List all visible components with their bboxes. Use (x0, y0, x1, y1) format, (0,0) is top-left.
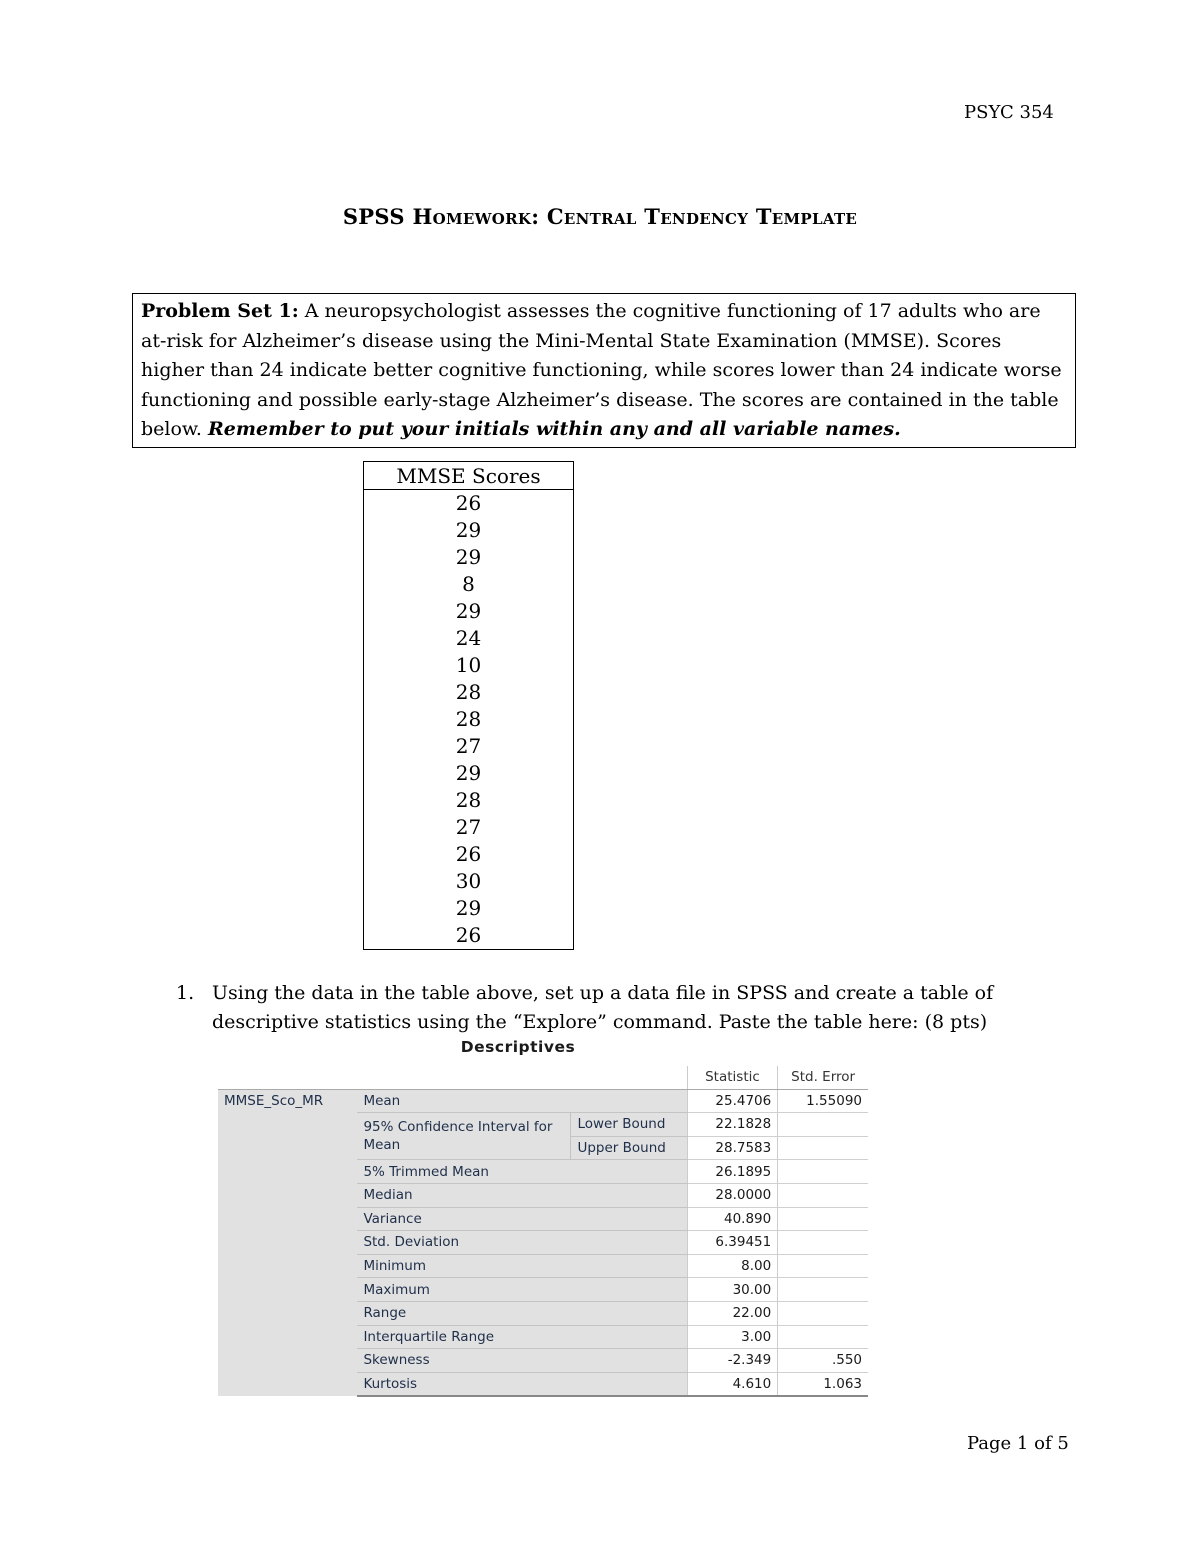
header-blank-1 (218, 1066, 357, 1089)
std-error-value (778, 1160, 868, 1184)
statistic-value: 6.39451 (687, 1231, 778, 1255)
question-text: Using the data in the table above, set up a data file in SPSS and create a table of descriptive statistics using the “Explore” command. Paste the table here: (8 pts) (212, 982, 994, 1033)
descriptives-table (218, 1066, 868, 1397)
mmse-scores-table (363, 461, 574, 950)
statistic-value: 22.1828 (687, 1113, 778, 1137)
statistic-value: 3.00 (687, 1325, 778, 1349)
header-statistic: Statistic (687, 1066, 778, 1089)
row-label: 95% Confidence Interval for Mean (357, 1113, 571, 1160)
score-cell: 26 (455, 923, 482, 947)
score-cell: 30 (455, 869, 482, 893)
row-label: Variance (357, 1207, 687, 1231)
row-label: Mean (357, 1089, 687, 1113)
row-label: Skewness (357, 1349, 687, 1373)
std-error-value (778, 1113, 868, 1137)
score-cell: 24 (455, 626, 482, 650)
score-cell: 27 (455, 815, 482, 839)
statistic-value: 28.0000 (687, 1183, 778, 1207)
statistic-value: 4.610 (687, 1372, 778, 1396)
std-error-value (778, 1207, 868, 1231)
row-label: Maximum (357, 1278, 687, 1302)
problem-text: A neuropsychologist assesses the cognitive functioning of 17 adults who are at-risk for Alzheimer’s disease using the Mini-Mental State Examination (MMSE). Scores higher than 24 indicate better cognitive functioning, while scores lower than 24 indicate worse functioning and possible early-stage Alzheimer’s disease. The scores are contained in the table below. (141, 300, 1062, 440)
std-error-value (778, 1231, 868, 1255)
score-cell: 29 (455, 518, 482, 542)
row-label: Std. Deviation (357, 1231, 687, 1255)
score-cell: 28 (455, 680, 482, 704)
row-label: Kurtosis (357, 1372, 687, 1396)
statistic-value: 26.1895 (687, 1160, 778, 1184)
header-blank-3 (571, 1066, 687, 1089)
row-sublabel: Lower Bound (571, 1113, 687, 1137)
spss-descriptives-output (218, 1038, 868, 1397)
std-error-value (778, 1183, 868, 1207)
score-cell: 10 (455, 653, 482, 677)
score-cell: 26 (455, 842, 482, 866)
score-cell: 29 (455, 761, 482, 785)
row-label: Median (357, 1183, 687, 1207)
row-label: 5% Trimmed Mean (357, 1160, 687, 1184)
std-error-value: 1.063 (778, 1372, 868, 1396)
score-cell: 27 (455, 734, 482, 758)
score-cell: 29 (455, 599, 482, 623)
statistic-value: 30.00 (687, 1278, 778, 1302)
problem-label: Problem Set 1: (141, 300, 299, 322)
std-error-value: .550 (778, 1349, 868, 1373)
std-error-value (778, 1278, 868, 1302)
std-error-value: 1.55090 (778, 1089, 868, 1113)
std-error-value (778, 1254, 868, 1278)
std-error-value (778, 1301, 868, 1325)
scores-table-header: MMSE Scores (364, 462, 574, 490)
header-std-error: Std. Error (778, 1066, 868, 1089)
problem-set-box (132, 293, 1076, 448)
descriptives-title: Descriptives (460, 1038, 576, 1056)
row-label: Range (357, 1301, 687, 1325)
score-cell: 26 (455, 491, 482, 515)
page-number: Page 1 of 5 (967, 1433, 1069, 1454)
score-cell: 28 (455, 707, 482, 731)
statistic-value: 8.00 (687, 1254, 778, 1278)
row-sublabel: Upper Bound (571, 1136, 687, 1160)
question-number: 1. (176, 982, 195, 1004)
statistic-value: 22.00 (687, 1301, 778, 1325)
statistic-value: 28.7583 (687, 1136, 778, 1160)
question-1 (176, 979, 1056, 1036)
descriptives-row (218, 1089, 868, 1113)
variable-name: MMSE_Sco_MR (218, 1089, 357, 1396)
problem-reminder: Remember to put your initials within any and all variable names. (208, 418, 901, 440)
std-error-value (778, 1325, 868, 1349)
statistic-value: 40.890 (687, 1207, 778, 1231)
row-label: Minimum (357, 1254, 687, 1278)
score-cell: 29 (455, 545, 482, 569)
page-title: SPSS Homework: Central Tendency Template (342, 204, 858, 229)
header-blank-2 (357, 1066, 571, 1089)
course-header: PSYC 354 (964, 102, 1054, 123)
std-error-value (778, 1136, 868, 1160)
score-cell: 8 (462, 572, 475, 596)
row-label: Interquartile Range (357, 1325, 687, 1349)
score-cell: 28 (455, 788, 482, 812)
score-cell: 29 (455, 896, 482, 920)
statistic-value: 25.4706 (687, 1089, 778, 1113)
statistic-value: -2.349 (687, 1349, 778, 1373)
